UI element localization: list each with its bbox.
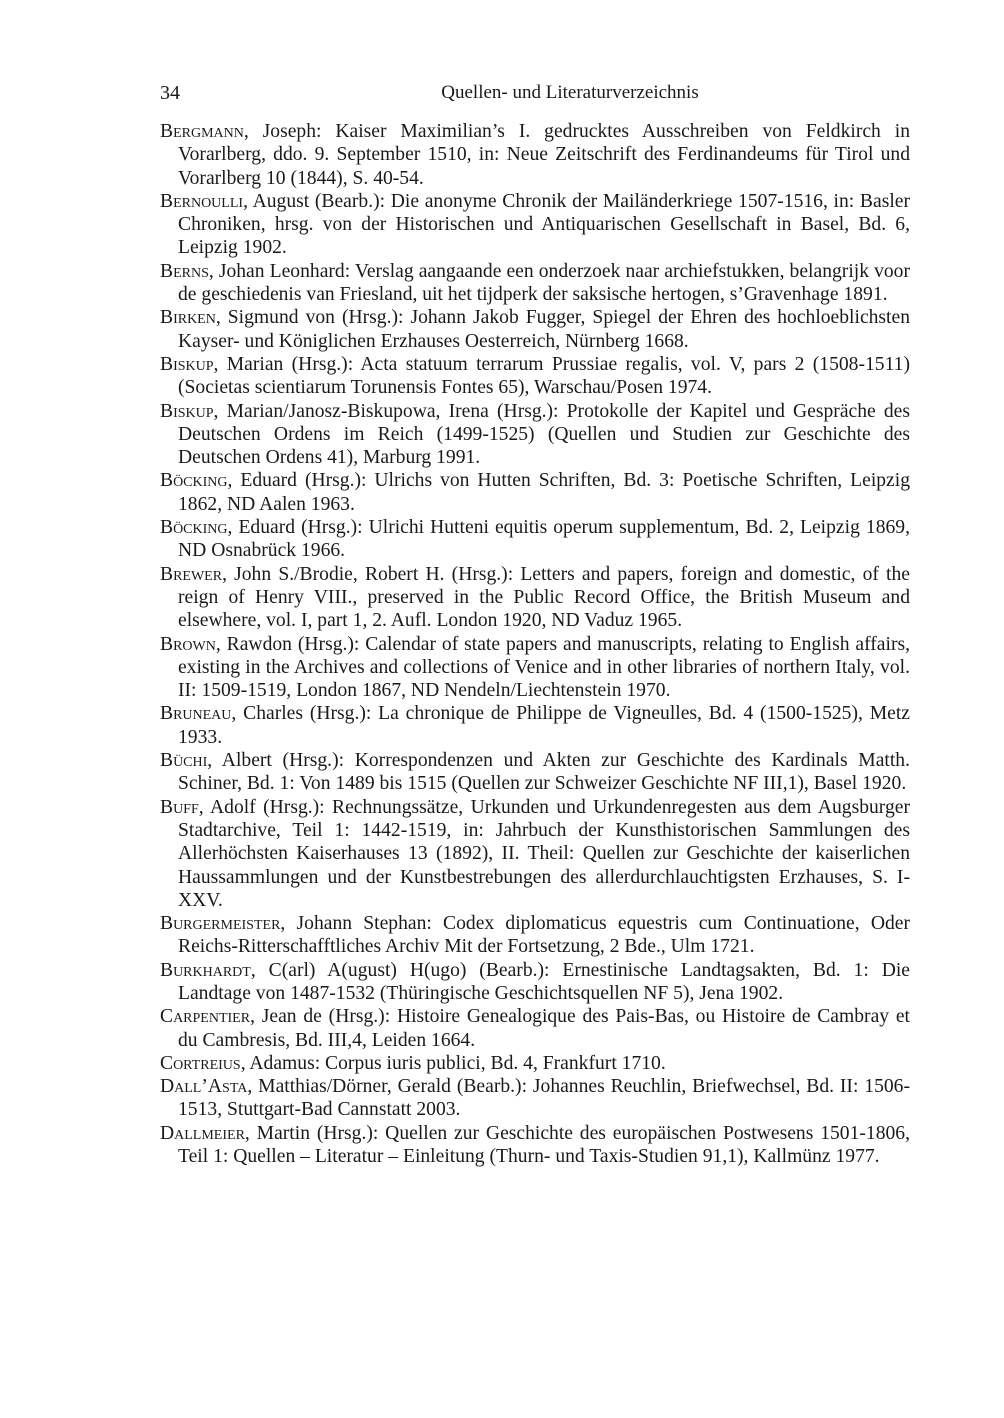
- entry-author: Bruneau: [160, 703, 232, 725]
- entry-author: Burkhardt: [160, 959, 251, 981]
- bibliography-entry: [160, 1075, 910, 1122]
- entry-text: , Eduard (Hrsg.): Ulrichi Hutteni equitis operum supplementum, Bd. 2, Leipzig 1869, ND Osnabrück 1966.: [178, 517, 910, 562]
- entry-text: , Adolf (Hrsg.): Rechnungssätze, Urkunden und Urkundenregesten aus dem Augsburger Stadtarchive, Teil 1: 1442-1519, in: Jahrbuch der Kunsthistorischen Sammlungen des Allerhöchsten Kaiserhauses 13 (1892), II. Theil: Quellen zur Geschichte der kaiserlichen Haussammlungen und der Kunstbestrebungen des allerdurchlauchtigsten Erzhauses, S. I-XXV.: [178, 796, 910, 911]
- bibliography-entry: [160, 959, 910, 1006]
- entry-text: , Marian/Janosz-Biskupowa, Irena (Hrsg.): Protokolle der Kapitel und Gespräche des Deutschen Ordens im Reich (1499-1525) (Quellen und Studien zur Geschichte des Deutschen Ordens 41), Marburg 1991.: [178, 400, 910, 469]
- entry-text: , Albert (Hrsg.): Korrespondenzen und Akten zur Geschichte des Kardinals Matth. Schiner, Bd. 1: Von 1489 bis 1515 (Quellen zur Schweizer Geschichte NF III,1), Basel 1920.: [178, 750, 910, 795]
- bibliography-entry: [160, 190, 910, 260]
- entry-author: Böcking: [160, 470, 228, 492]
- bibliography-entry: [160, 1122, 910, 1169]
- entry-author: Brown: [160, 633, 216, 655]
- entry-text: , Matthias/Dörner, Gerald (Bearb.): Johannes Reuchlin, Briefwechsel, Bd. II: 1506-1513, Stuttgart-Bad Cannstatt 2003.: [178, 1076, 910, 1121]
- bibliography-entry: [160, 306, 910, 353]
- bibliography-entry: [160, 353, 910, 400]
- entry-author: Brewer: [160, 563, 223, 585]
- running-title: Quellen- und Literaturverzeichnis: [441, 82, 699, 103]
- entry-author: Dallmeier: [160, 1122, 245, 1144]
- book-page: [160, 78, 910, 1168]
- entry-text: , Johann Stephan: Codex diplomaticus equestris cum Continuatione, Oder Reichs-Ritterschafftliches Archiv Mit der Fortsetzung, 2 Bde., Ulm 1721.: [178, 913, 910, 958]
- bibliography-entry: [160, 633, 910, 703]
- entry-author: Berns: [160, 260, 209, 282]
- entry-author: Böcking: [160, 517, 228, 539]
- entry-text: , Charles (Hrsg.): La chronique de Philippe de Vigneulles, Bd. 4 (1500-1525), Metz 1933.: [178, 703, 910, 748]
- entry-text: , Adamus: Corpus iuris publici, Bd. 4, Frankfurt 1710.: [240, 1052, 666, 1074]
- entry-text: , C(arl) A(ugust) H(ugo) (Bearb.): Ernestinische Landtagsakten, Bd. 1: Die Landtage von 1487-1532 (Thüringische Geschichtsquellen NF 5), Jena 1902.: [178, 959, 910, 1004]
- entry-text: , Sigmund von (Hrsg.): Johann Jakob Fugger, Spiegel der Ehren des hochloeblichsten Kayser- und Königlichen Erzhauses Oesterreich, Nürnberg 1668.: [178, 307, 910, 352]
- entry-text: , Marian (Hrsg.): Acta statuum terrarum Prussiae regalis, vol. V, pars 2 (1508-1511) (Societas scientiarum Torunensis Fontes 65), Warschau/Posen 1974.: [178, 353, 910, 399]
- entry-text: , Martin (Hrsg.): Quellen zur Geschichte des europäischen Postwesens 1501-1806, Teil 1: Quellen – Literatur – Einleitung (Thurn- und Taxis-Studien 91,1), Kallmünz 1977.: [178, 1122, 910, 1168]
- bibliography-entry: [160, 796, 910, 912]
- entry-text: , August (Bearb.): Die anonyme Chronik der Mailänderkriege 1507-1516, in: Basler Chroniken, hrsg. von der Historischen und Antiquarischen Gesellschaft in Basel, Bd. 6, Leipzig 1902.: [178, 190, 910, 259]
- entry-author: Biskup: [160, 400, 214, 422]
- entry-text: , John S./Brodie, Robert H. (Hrsg.): Letters and papers, foreign and domestic, of the reign of Henry VIII., preserved in the Public Record Office, the British Museum and elsewhere, vol. I, part 1, 2. Aufl. London 1920, ND Vaduz 1965.: [178, 563, 910, 632]
- bibliography-entry: [160, 469, 910, 516]
- entry-author: Biskup: [160, 353, 214, 375]
- entry-author: Buff: [160, 796, 199, 818]
- entry-text: , Eduard (Hrsg.): Ulrichs von Hutten Schriften, Bd. 3: Poetische Schriften, Leipzig 1862, ND Aalen 1963.: [178, 470, 910, 515]
- running-head: [160, 78, 910, 108]
- entry-text: , Jean de (Hrsg.): Histoire Genealogique des Pais-Bas, ou Histoire de Cambray et du Cambresis, Bd. III,4, Leiden 1664.: [178, 1006, 910, 1051]
- bibliography-entry: [160, 1005, 910, 1052]
- bibliography-entry: [160, 912, 910, 959]
- entry-author: Burgermeister: [160, 913, 281, 935]
- entry-text: , Rawdon (Hrsg.): Calendar of state papers and manuscripts, relating to English affairs, existing in the Archives and collections of Venice and in other libraries of northern Italy, vol. II: 1509-1519, London 1867, ND Nendeln/Liechtenstein 1970.: [178, 633, 910, 702]
- bibliography-entry: [160, 120, 910, 190]
- entry-author: Carpentier: [160, 1006, 251, 1028]
- entry-author: Büchi: [160, 750, 208, 772]
- entry-author: Dall’Asta: [160, 1076, 248, 1098]
- bibliography-entry: [160, 702, 910, 749]
- entry-text: , Joseph: Kaiser Maximilian’s I. gedrucktes Ausschreiben von Feldkirch in Vorarlberg, ddo. 9. September 1510, in: Neue Zeitschrift des Ferdinandeums für Tirol und Vorarlberg 10 (1844), S. 40-54.: [178, 121, 910, 189]
- entry-author: Cortreius: [160, 1052, 241, 1074]
- page-number: 34: [160, 82, 180, 104]
- bibliography-entry: [160, 749, 910, 796]
- bibliography-list: [160, 120, 910, 1168]
- entry-author: Bernoulli: [160, 190, 244, 212]
- entry-author: Birken: [160, 307, 216, 329]
- bibliography-entry: [160, 563, 910, 633]
- bibliography-entry: [160, 260, 910, 307]
- entry-author: Bergmann: [160, 121, 244, 142]
- bibliography-entry: [160, 516, 910, 563]
- entry-text: , Johan Leonhard: Verslag aangaande een onderzoek naar archiefstukken, belangrijk voor de geschiedenis van Friesland, uit het tijdperk der saksische hertogen, s’Gravenhage 1891.: [178, 260, 910, 306]
- bibliography-entry: [160, 1052, 910, 1075]
- bibliography-entry: [160, 400, 910, 470]
